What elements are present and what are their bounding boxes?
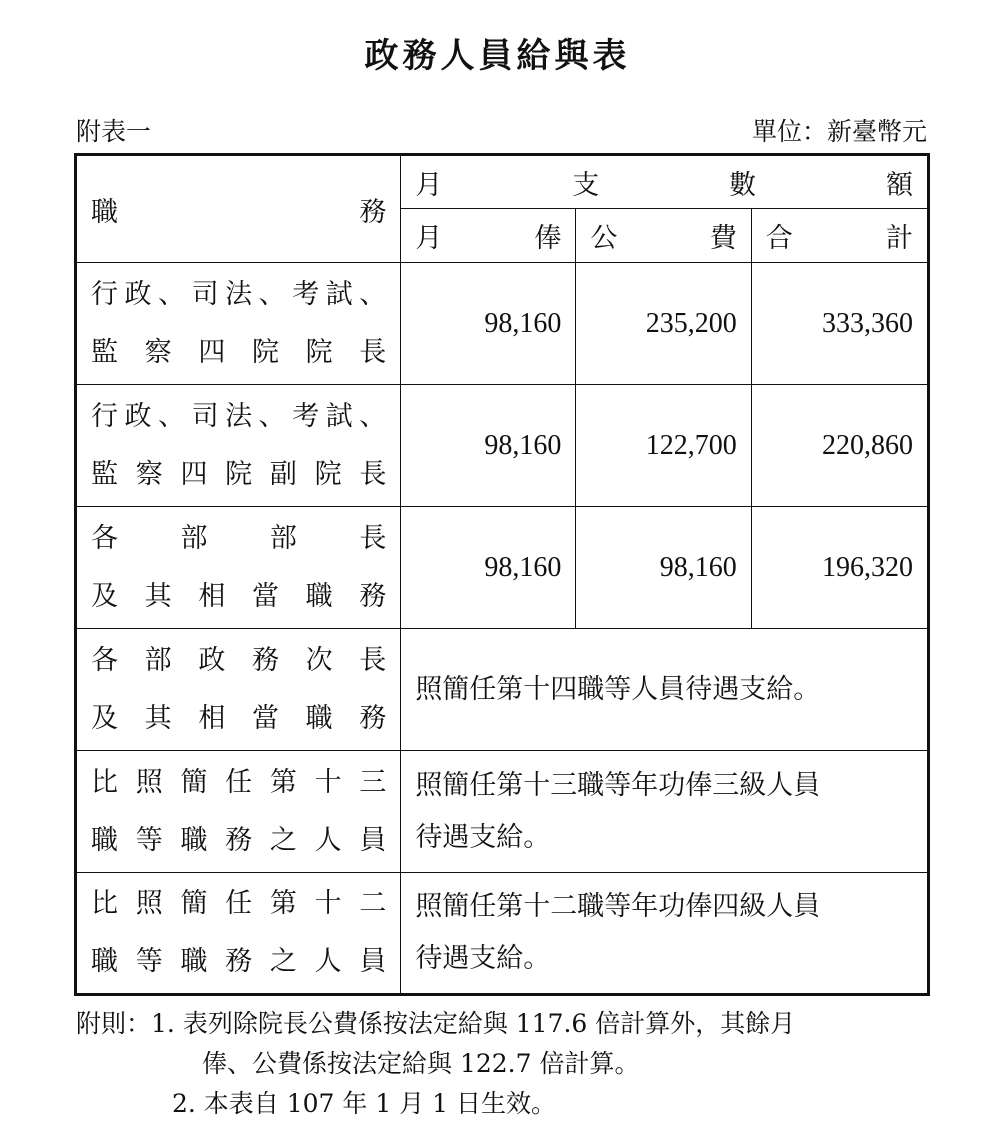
glyph: 照 (135, 888, 163, 919)
header-total (751, 209, 928, 263)
glyph: 費 (709, 223, 737, 254)
duty-cell (76, 629, 401, 751)
glyph: 、 (258, 400, 286, 432)
glyph: 員 (359, 824, 387, 856)
glyph: 職 (305, 702, 333, 734)
glyph: 、 (359, 400, 387, 432)
glyph: 之 (269, 946, 297, 977)
duty-line (91, 690, 386, 748)
glyph: 月 (415, 169, 443, 201)
header-monthly-amount-text (415, 163, 913, 202)
table-row (76, 507, 929, 629)
duty-cell (76, 263, 401, 385)
glyph: 職 (91, 196, 118, 228)
glyph: 四 (198, 336, 226, 368)
glyph: 人 (314, 946, 342, 977)
glyph: 及 (91, 702, 118, 734)
duty-line (91, 510, 386, 568)
glyph: 部 (269, 522, 297, 554)
glyph: 相 (198, 702, 226, 734)
glyph: 相 (198, 580, 226, 612)
header-duty (76, 155, 401, 263)
salary-value: 98,160 (401, 507, 576, 629)
glyph: 副 (269, 458, 297, 490)
glyph: 比 (91, 766, 118, 798)
duty-cell (76, 873, 401, 995)
glyph: 公 (590, 223, 618, 254)
glyph: 二 (359, 888, 387, 919)
glyph: 照 (135, 766, 163, 798)
attachment-label: 附表一 (76, 117, 152, 146)
total-value: 333,360 (751, 263, 928, 385)
glyph: 長 (359, 522, 387, 554)
total-value: 220,860 (751, 385, 928, 507)
glyph: 試 (325, 400, 353, 432)
glyph: 、 (158, 278, 186, 310)
glyph: 額 (885, 169, 913, 201)
glyph: 法 (225, 400, 253, 432)
glyph: 之 (269, 824, 297, 856)
glyph: 院 (305, 336, 333, 368)
glyph: 等 (135, 946, 163, 977)
duty-line (91, 388, 386, 446)
glyph: 院 (314, 458, 342, 490)
glyph: 政 (124, 400, 152, 432)
glyph: 法 (225, 278, 253, 310)
payment-note (401, 751, 929, 873)
glyph: 職 (180, 946, 208, 977)
public-fee-value: 122,700 (576, 385, 751, 507)
glyph: 行 (91, 278, 118, 310)
public-fee-value: 98,160 (576, 507, 751, 629)
table-row (76, 873, 929, 995)
footnote-item-1 (76, 1004, 936, 1044)
glyph: 務 (225, 946, 253, 977)
payment-note-line: 待遇支給。 (415, 821, 551, 853)
glyph: 考 (292, 400, 320, 432)
glyph: 、 (158, 400, 186, 432)
duty-line (91, 875, 386, 933)
salary-value: 98,160 (401, 263, 576, 385)
glyph: 行 (91, 400, 118, 432)
glyph: 監 (91, 458, 118, 490)
header-salary (401, 209, 576, 263)
table-row (76, 629, 929, 751)
glyph: 任 (225, 766, 253, 798)
glyph: 院 (251, 336, 279, 368)
glyph: 監 (91, 336, 118, 368)
glyph: 、 (359, 278, 387, 310)
unit-label: 單位：新臺幣元 (751, 117, 927, 146)
footnote-continuation: 俸、公費係按法定給與 122.7 倍計算。 (202, 1049, 640, 1078)
glyph: 職 (91, 824, 118, 856)
glyph: 考 (292, 278, 320, 310)
payment-note-line: 待遇支給。 (415, 943, 551, 974)
glyph: 政 (198, 644, 226, 676)
glyph: 各 (91, 522, 118, 554)
glyph: 當 (251, 702, 279, 734)
page-title: 政務人員給與表 (364, 36, 631, 76)
payment-note (401, 629, 929, 751)
duty-line (91, 568, 386, 626)
duty-line (91, 812, 386, 870)
glyph: 職 (91, 946, 118, 977)
glyph: 部 (144, 644, 172, 676)
table-row (76, 385, 929, 507)
glyph: 其 (144, 702, 172, 734)
header-monthly-amount (401, 155, 929, 209)
glyph: 長 (359, 644, 387, 676)
glyph: 職 (180, 824, 208, 856)
duty-line (91, 446, 386, 504)
duty-line (91, 933, 386, 991)
header-public-fee (576, 209, 751, 263)
glyph: 務 (359, 580, 387, 612)
glyph: 四 (180, 458, 208, 490)
glyph: 第 (269, 766, 297, 798)
header-total-text (766, 216, 913, 255)
duty-cell (76, 751, 401, 873)
public-fee-value: 235,200 (576, 263, 751, 385)
glyph: 計 (886, 223, 913, 254)
glyph: 支 (572, 169, 600, 201)
glyph: 及 (91, 580, 118, 612)
glyph: 務 (251, 644, 279, 676)
glyph: 院 (225, 458, 253, 490)
glyph: 長 (359, 458, 387, 490)
glyph: 當 (251, 580, 279, 612)
duty-line (91, 754, 386, 812)
glyph: 數 (729, 169, 757, 201)
salary-value: 98,160 (401, 385, 576, 507)
salary-table (74, 153, 930, 996)
glyph: 第 (269, 888, 297, 919)
table-row (76, 751, 929, 873)
glyph: 俸 (534, 223, 562, 254)
glyph: 長 (359, 336, 387, 368)
glyph: 任 (225, 888, 253, 919)
footnote-text: 1. 表列除院長公費係按法定給與 117.6 倍計算外，其餘月 (151, 1009, 796, 1038)
glyph: 合 (765, 223, 793, 254)
glyph: 簡 (180, 888, 208, 919)
header-duty-text (91, 190, 386, 229)
glyph: 務 (359, 196, 387, 228)
payment-note-line: 照簡任第十三職等年功俸三級人員 (415, 769, 821, 801)
table-row (76, 263, 929, 385)
glyph: 、 (258, 278, 286, 310)
glyph: 部 (180, 522, 208, 554)
glyph: 等 (135, 824, 163, 856)
glyph: 員 (359, 946, 387, 977)
footnote-item-2: 2. 本表自 107 年 1 月 1 日生效。 (172, 1089, 557, 1118)
glyph: 月 (415, 223, 443, 254)
glyph: 十 (314, 766, 342, 798)
glyph: 各 (91, 644, 118, 676)
duty-cell (76, 507, 401, 629)
glyph: 務 (359, 702, 387, 734)
header-public-fee-text (590, 216, 736, 255)
glyph: 其 (144, 580, 172, 612)
glyph: 三 (359, 766, 387, 798)
glyph: 十 (314, 888, 342, 919)
duty-cell (76, 385, 401, 507)
total-value: 196,320 (751, 507, 928, 629)
duty-line (91, 266, 386, 324)
glyph: 察 (135, 458, 163, 490)
glyph: 司 (191, 278, 219, 310)
payment-note-line: 照簡任第十四職等人員待遇支給。 (415, 673, 821, 705)
glyph: 比 (91, 888, 118, 919)
header-salary-text (415, 216, 561, 255)
footnote-lead: 附則： (76, 1009, 152, 1038)
duty-line (91, 324, 386, 382)
glyph: 次 (305, 644, 333, 676)
glyph: 人 (314, 824, 342, 856)
payment-note (401, 873, 929, 995)
glyph: 簡 (180, 766, 208, 798)
glyph: 司 (191, 400, 219, 432)
footnotes (76, 1004, 936, 1124)
glyph: 務 (225, 824, 253, 856)
glyph: 職 (305, 580, 333, 612)
duty-line (91, 632, 386, 690)
payment-note-line: 照簡任第十二職等年功俸四級人員 (415, 891, 821, 922)
glyph: 試 (325, 278, 353, 310)
glyph: 察 (144, 336, 172, 368)
glyph: 政 (124, 278, 152, 310)
